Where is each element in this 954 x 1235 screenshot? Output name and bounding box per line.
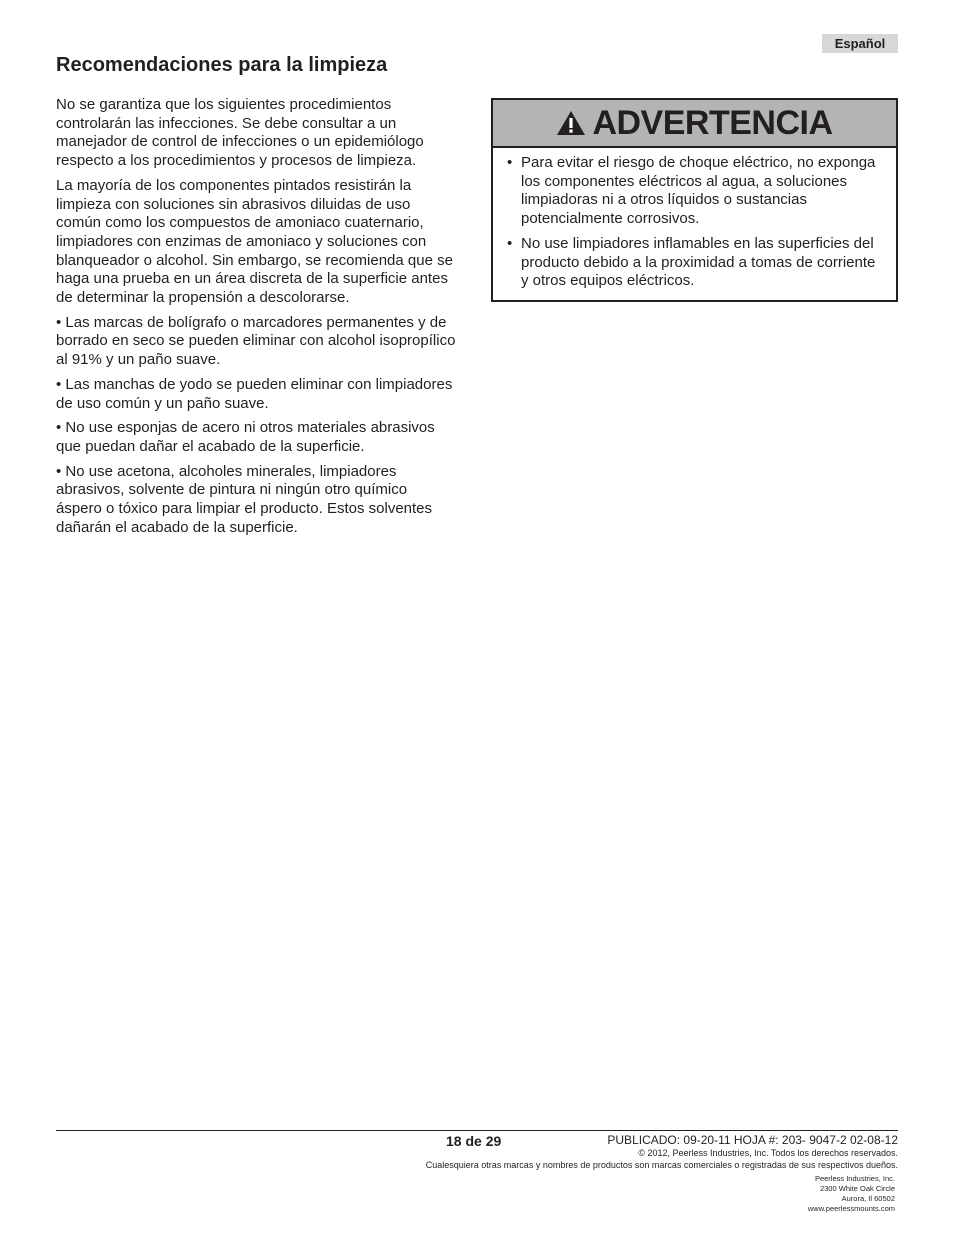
warning-triangle-icon bbox=[556, 110, 586, 136]
website: www.peerlessmounts.com bbox=[807, 1204, 895, 1213]
warning-box bbox=[491, 98, 898, 302]
language-tab: Español bbox=[822, 34, 898, 53]
city-address: Aurora, Il 60502 bbox=[841, 1194, 895, 1203]
bullet-pen-marks: • Las marcas de bolígrafo o marcadores permanentes y de borrado en seco se pueden eliminar con alcohol isopropílico al 91% y un paño suave. bbox=[56, 313, 456, 369]
bullet-iodine-stains: • Las manchas de yodo se pueden eliminar con limpiadores de uso común y un paño suave. bbox=[56, 375, 453, 412]
warning-item-flammable-cleaners: • No use limpiadores inflamables en las superficies del producto debido a la proximidad a tomas de corriente y otros equipos eléctricos. bbox=[507, 235, 878, 291]
trademark-notice: Cualesquiera otras marcas y nombres de productos son marcas comerciales o registradas de sus respectivos dueños. bbox=[425, 1160, 898, 1170]
warning-list bbox=[493, 148, 896, 291]
warning-title: ADVERTENCIA bbox=[592, 104, 833, 142]
paragraph-disclaimer: No se garantiza que los siguientes procedimientos controlarán las infecciones. Se debe consultar a un manejador de control de infecciones o un epidemiólogo respecto a los procedimientos y procesos de limpieza. bbox=[56, 96, 424, 170]
cleaning-text-column bbox=[56, 96, 456, 543]
footer-divider bbox=[56, 1130, 898, 1131]
copyright-notice: © 2012, Peerless Industries, Inc. Todos los derechos reservados. bbox=[638, 1148, 898, 1158]
warning-item-electric-shock: • Para evitar el riesgo de choque eléctrico, no exponga los componentes eléctricos al agua, a soluciones limpiadoras ni a otros líquidos o sustancias potencialmente corrosivos. bbox=[507, 154, 878, 229]
publication-info: PUBLICADO: 09-20-11 HOJA #: 203- 9047-2 02-08-12 bbox=[607, 1133, 898, 1147]
page-number: 18 de 29 bbox=[446, 1133, 502, 1149]
company-address bbox=[808, 1174, 895, 1214]
street-address: 2300 White Oak Circle bbox=[819, 1184, 895, 1193]
warning-header bbox=[493, 100, 896, 148]
paragraph-painted-components: La mayoría de los componentes pintados resistirán la limpieza con soluciones sin abrasivos diluidas de uso común como los compuestos de amoniaco cuaternario, limpiadores con enzimas de amoniaco y soluciones con blanqueador o alcohol. Sin embargo, se recomienda que se haga una prueba en un área discreta de la superficie antes de determinar la propensión a descolorarse. bbox=[56, 176, 453, 307]
bullet-solvents: • No use acetona, alcoholes minerales, limpiadores abrasivos, solvente de pintura ni ningún otro químico áspero o tóxico para limpiar el producto. Estos solventes dañarán el acabado de la superficie. bbox=[56, 462, 433, 536]
section-title: Recomendaciones para la limpieza bbox=[56, 54, 388, 76]
bullet-steel-wool: • No use esponjas de acero ni otros materiales abrasivos que puedan dañar el acabado de la superficie. bbox=[56, 419, 435, 455]
company-name: Peerless Industries, Inc. bbox=[814, 1174, 895, 1183]
